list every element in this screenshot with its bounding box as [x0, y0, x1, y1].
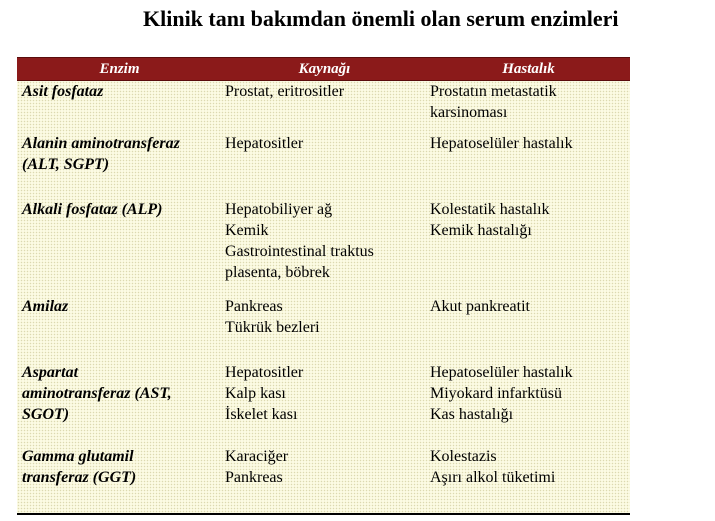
- source-line: Pankreas: [225, 469, 283, 486]
- disease-cell: [430, 362, 630, 425]
- header-source: Kaynağı: [298, 61, 351, 77]
- page-title: Klinik tanı bakımdan önemli olan serum enzimleri: [143, 6, 619, 31]
- source-cell: [225, 133, 425, 154]
- enzyme-cell: [22, 446, 222, 488]
- enzyme-cell: [22, 81, 222, 102]
- source-line: Hepatositler: [225, 364, 304, 381]
- header-disease: Hastalık: [502, 61, 555, 77]
- disease-cell: [430, 81, 630, 123]
- disease-line: Kemik hastalığı: [430, 222, 532, 239]
- source-cell: [225, 199, 425, 283]
- enzyme-line: Alkali fosfataz (ALP): [22, 201, 163, 218]
- source-line: Karaciğer: [225, 448, 289, 465]
- disease-line: Hepatoselüler hastalık: [430, 364, 573, 381]
- source-line: İskelet kası: [225, 406, 298, 423]
- disease-line: Kolestatik hastalık: [430, 201, 550, 218]
- disease-cell: [430, 133, 630, 154]
- disease-line: Prostatın metastatik: [430, 83, 557, 100]
- disease-line: Akut pankreatit: [430, 298, 530, 315]
- source-cell: [225, 296, 425, 338]
- enzyme-line: Gamma glutamil: [22, 448, 134, 465]
- disease-cell: [430, 446, 630, 488]
- source-line: Prostat, eritrositler: [225, 83, 345, 100]
- enzyme-table: [17, 57, 630, 515]
- enzyme-cell: [22, 296, 222, 317]
- disease-line: karsinoması: [430, 104, 508, 121]
- disease-line: Aşırı alkol tüketimi: [430, 469, 556, 486]
- table-bottom-rule: [17, 513, 630, 515]
- source-line: Kemik: [225, 222, 269, 239]
- source-line: Hepatobiliyer ağ: [225, 201, 333, 218]
- disease-cell: [430, 296, 630, 317]
- source-line: plasenta, böbrek: [225, 264, 330, 281]
- enzyme-line: aminotransferaz (AST,: [22, 385, 172, 402]
- enzyme-line: Amilaz: [22, 298, 69, 315]
- enzyme-cell: [22, 199, 222, 220]
- source-cell: [225, 446, 425, 488]
- header-enzyme: Enzim: [99, 61, 140, 77]
- source-line: Hepatositler: [225, 135, 304, 152]
- disease-line: Kolestazis: [430, 448, 497, 465]
- enzyme-line: (ALT, SGPT): [22, 156, 110, 173]
- source-line: Tükrük bezleri: [225, 319, 320, 336]
- enzyme-cell: [22, 133, 222, 175]
- source-line: Kalp kası: [225, 385, 286, 402]
- source-line: Gastrointestinal traktus: [225, 243, 374, 260]
- source-line: Pankreas: [225, 298, 283, 315]
- table-body: [17, 81, 630, 515]
- enzyme-line: transferaz (GGT): [22, 469, 137, 486]
- source-cell: [225, 81, 425, 102]
- enzyme-line: Alanin aminotransferaz: [22, 135, 180, 152]
- enzyme-line: Aspartat: [22, 364, 79, 381]
- table-header: [17, 57, 630, 81]
- enzyme-line: Asit fosfataz: [22, 83, 104, 100]
- disease-line: Kas hastalığı: [430, 406, 514, 423]
- disease-line: Miyokard infarktüsü: [430, 385, 562, 402]
- source-cell: [225, 362, 425, 425]
- disease-cell: [430, 199, 630, 241]
- enzyme-cell: [22, 362, 222, 425]
- disease-line: Hepatoselüler hastalık: [430, 135, 573, 152]
- enzyme-line: SGOT): [22, 406, 70, 423]
